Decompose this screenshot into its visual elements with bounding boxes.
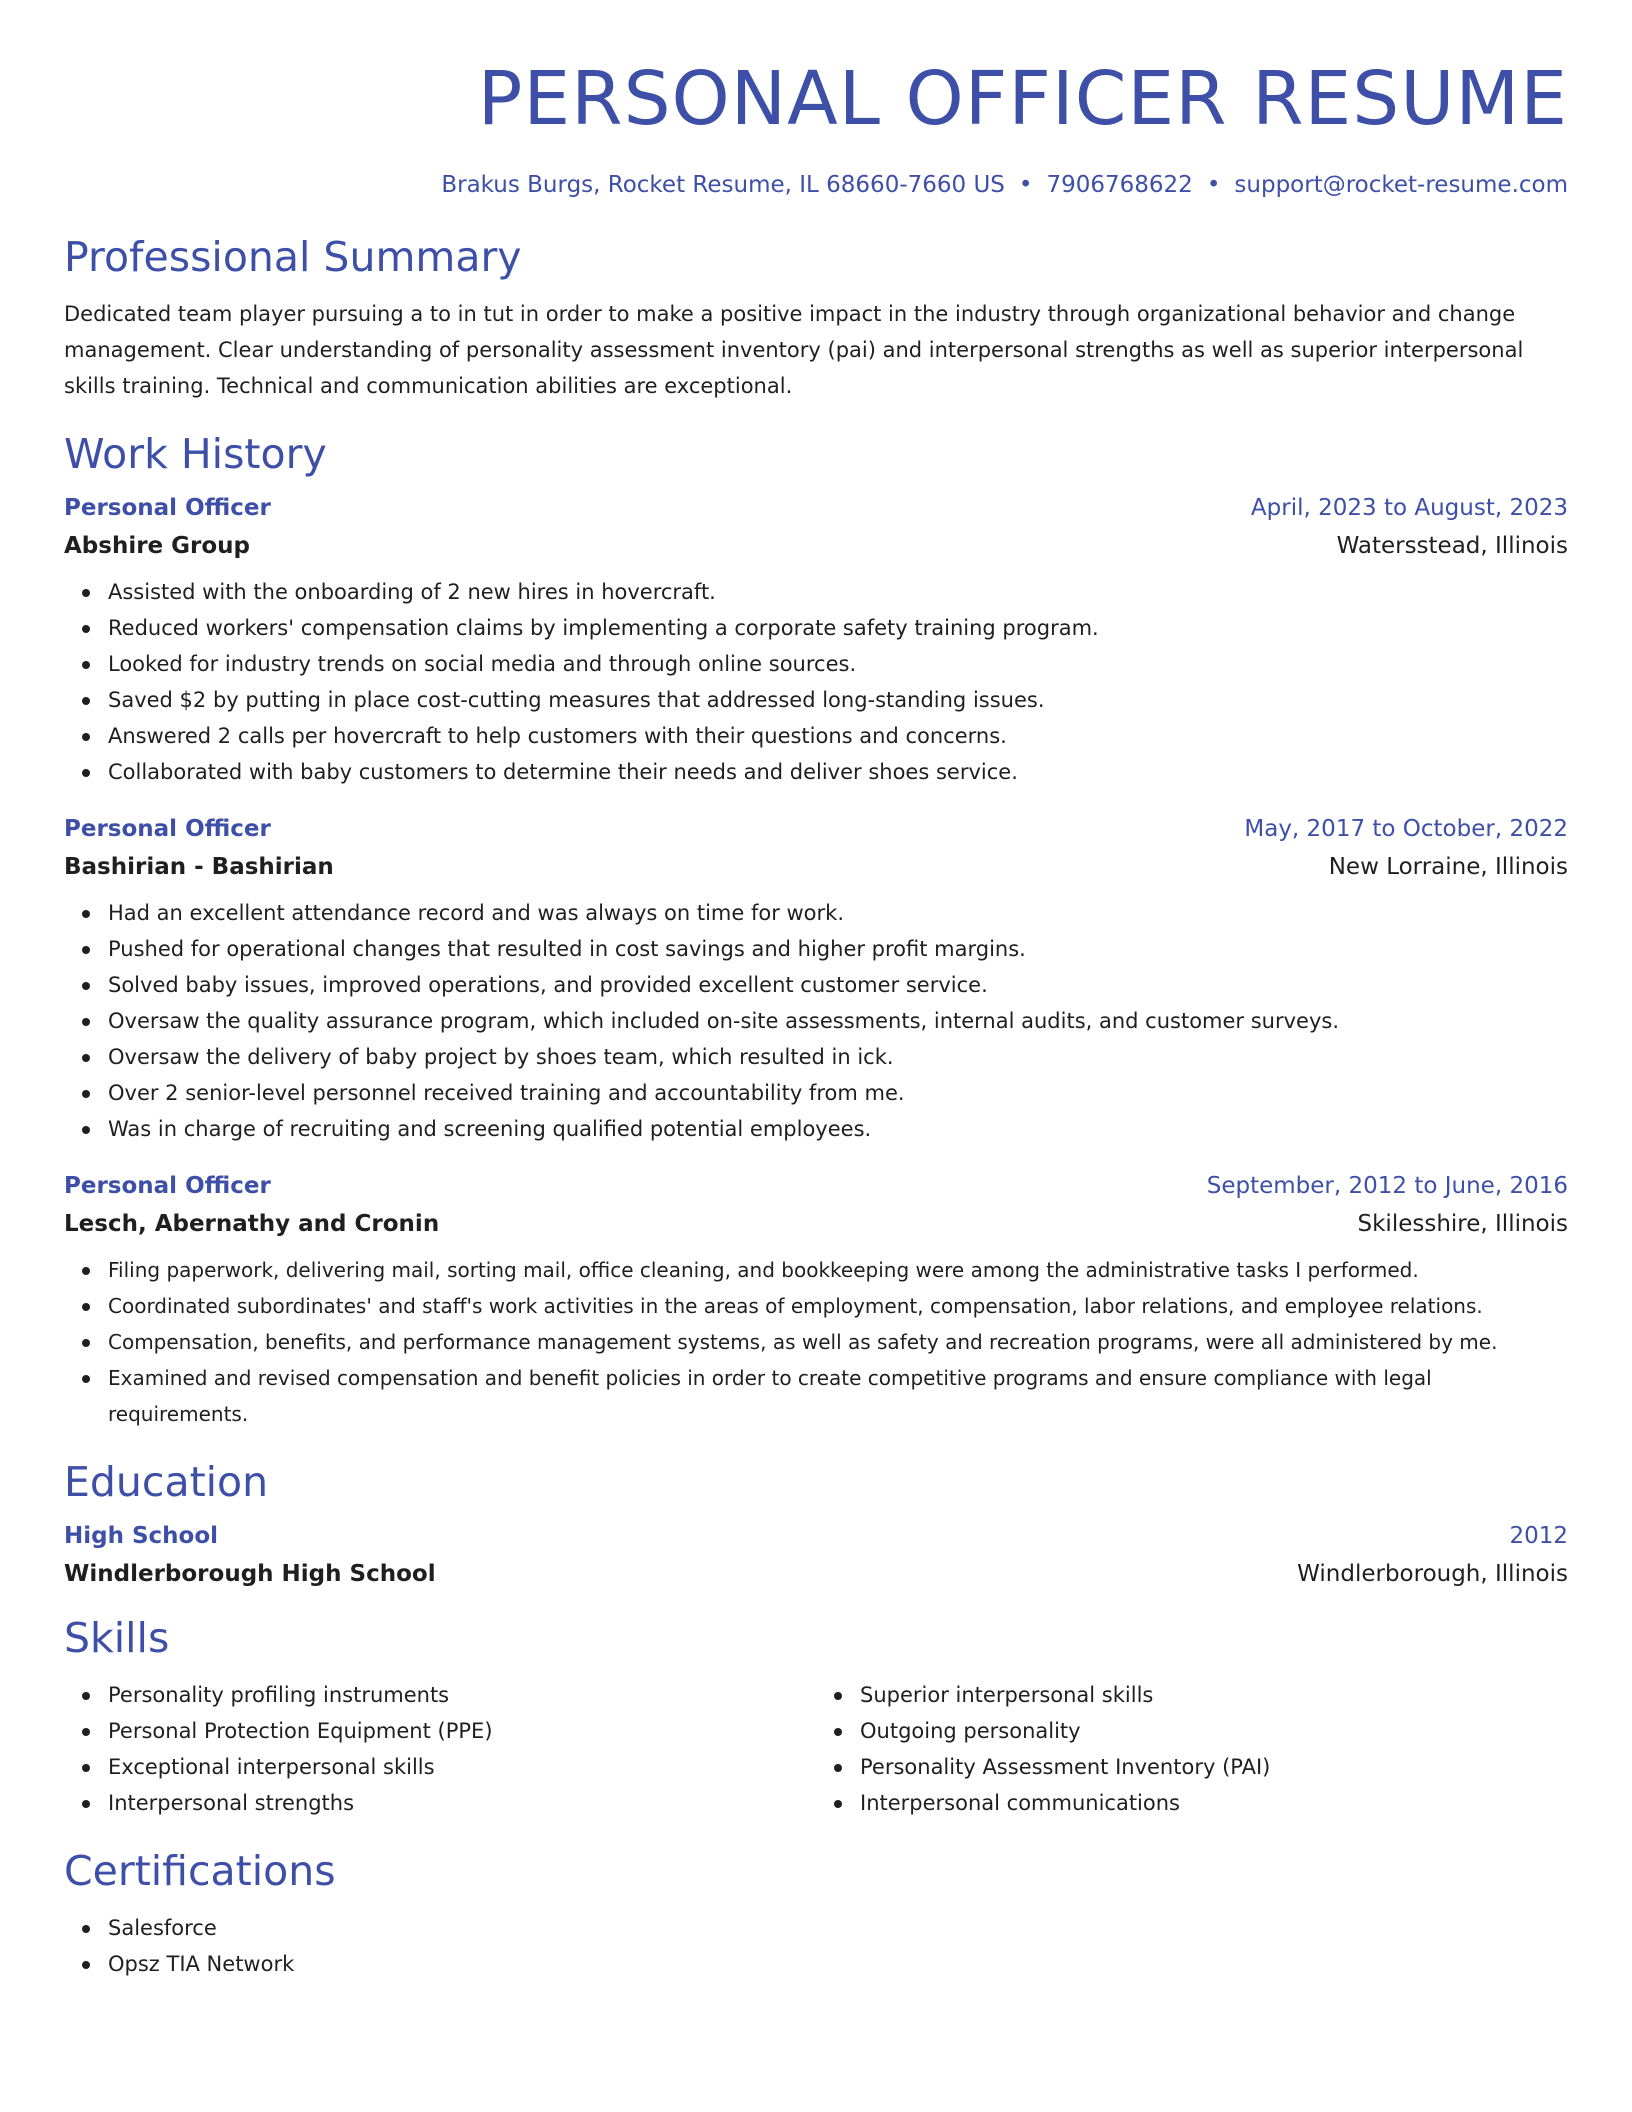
job-dates: September, 2012 to June, 2016 <box>1206 1173 1568 1199</box>
list-item: Answered 2 calls per hovercraft to help customers with their questions and concerns. <box>108 718 1568 754</box>
list-item: Oversaw the delivery of baby project by shoes team, which resulted in ick. <box>108 1039 1568 1075</box>
summary-heading: Professional Summary <box>64 233 522 281</box>
contact-line <box>64 174 1568 197</box>
skill-item: Outgoing personality <box>860 1713 1568 1749</box>
job-location: Watersstead, Illinois <box>1336 533 1568 559</box>
contact-email: support@rocket-resume.com <box>1234 172 1568 198</box>
education-entry <box>64 1525 1568 1586</box>
school-location: Windlerborough, Illinois <box>1297 1561 1568 1587</box>
contact-separator: • <box>1206 172 1221 198</box>
list-item: Solved baby issues, improved operations, and provided excellent customer service. <box>108 967 1568 1003</box>
school-name: Windlerborough High School <box>64 1561 436 1587</box>
certifications-list <box>64 1910 1568 1982</box>
resume-title: PERSONAL OFFICER RESUME <box>477 56 1568 142</box>
list-item: Pushed for operational changes that resulted in cost savings and higher profit margins. <box>108 931 1568 967</box>
contact-separator: • <box>1018 172 1033 198</box>
job-location: New Lorraine, Illinois <box>1328 854 1568 880</box>
skills-list-left <box>64 1677 816 1821</box>
job-dates: April, 2023 to August, 2023 <box>1250 495 1568 521</box>
contact-phone: 7906768622 <box>1046 172 1193 198</box>
skills-list-right <box>816 1677 1568 1821</box>
list-item: Was in charge of recruiting and screening qualified potential employees. <box>108 1111 1568 1147</box>
skill-item: Personality profiling instruments <box>108 1677 816 1713</box>
list-item: Coordinated subordinates' and staff's work activities in the areas of employment, compensation, labor relations, and employee relations. <box>108 1288 1568 1324</box>
job-title: Personal Officer <box>64 1173 271 1199</box>
job-entry <box>64 497 1568 790</box>
skill-item: Personal Protection Equipment (PPE) <box>108 1713 816 1749</box>
skills-grid <box>64 1677 1568 1821</box>
job-entry <box>64 818 1568 1147</box>
list-item: Looked for industry trends on social media and through online sources. <box>108 646 1568 682</box>
skill-item: Superior interpersonal skills <box>860 1677 1568 1713</box>
skill-item: Interpersonal communications <box>860 1785 1568 1821</box>
list-item: Collaborated with baby customers to determine their needs and deliver shoes service. <box>108 754 1568 790</box>
list-item: Examined and revised compensation and benefit policies in order to create competitive programs and ensure compliance with legal requirements. <box>108 1360 1568 1432</box>
list-item: Oversaw the quality assurance program, which included on-site assessments, internal audits, and customer surveys. <box>108 1003 1568 1039</box>
job-bullets <box>64 1252 1568 1432</box>
skill-item: Interpersonal strengths <box>108 1785 816 1821</box>
list-item: Filing paperwork, delivering mail, sorting mail, office cleaning, and bookkeeping were among the administrative tasks I performed. <box>108 1252 1568 1288</box>
company-name: Abshire Group <box>64 533 251 559</box>
work-history-heading: Work History <box>64 430 327 478</box>
job-title: Personal Officer <box>64 495 271 521</box>
education-heading: Education <box>64 1458 269 1506</box>
certifications-heading: Certifications <box>64 1847 336 1895</box>
job-bullets <box>64 895 1568 1147</box>
skills-heading: Skills <box>64 1614 170 1662</box>
graduation-year: 2012 <box>1509 1523 1568 1549</box>
list-item: Assisted with the onboarding of 2 new hires in hovercraft. <box>108 574 1568 610</box>
job-location: Skilesshire, Illinois <box>1357 1211 1568 1237</box>
job-bullets <box>64 574 1568 790</box>
company-name: Lesch, Abernathy and Cronin <box>64 1211 440 1237</box>
list-item: Reduced workers' compensation claims by implementing a corporate safety training program. <box>108 610 1568 646</box>
resume-page <box>64 0 1568 1982</box>
job-dates: May, 2017 to October, 2022 <box>1244 816 1568 842</box>
company-name: Bashirian - Bashirian <box>64 854 334 880</box>
list-item: Compensation, benefits, and performance management systems, as well as safety and recreation programs, were all administered by me. <box>108 1324 1568 1360</box>
job-title: Personal Officer <box>64 816 271 842</box>
list-item: Over 2 senior-level personnel received training and accountability from me. <box>108 1075 1568 1111</box>
skill-item: Personality Assessment Inventory (PAI) <box>860 1749 1568 1785</box>
job-entry <box>64 1175 1568 1432</box>
certification-item: Salesforce <box>108 1910 1568 1946</box>
list-item: Saved $2 by putting in place cost-cutting measures that addressed long-standing issues. <box>108 682 1568 718</box>
certification-item: Opsz TIA Network <box>108 1946 1568 1982</box>
summary-text: Dedicated team player pursuing a to in tut in order to make a positive impact in the industry through organizational behavior and change management. Clear understanding of personality assessment inventory (pai) and interpersonal strengths as well as superior interpersonal skills training. Technical and communication abilities are exceptional. <box>64 302 1524 398</box>
contact-address: Brakus Burgs, Rocket Resume, IL 68660-7660 US <box>441 172 1005 198</box>
skill-item: Exceptional interpersonal skills <box>108 1749 816 1785</box>
degree: High School <box>64 1523 219 1549</box>
list-item: Had an excellent attendance record and was always on time for work. <box>108 895 1568 931</box>
